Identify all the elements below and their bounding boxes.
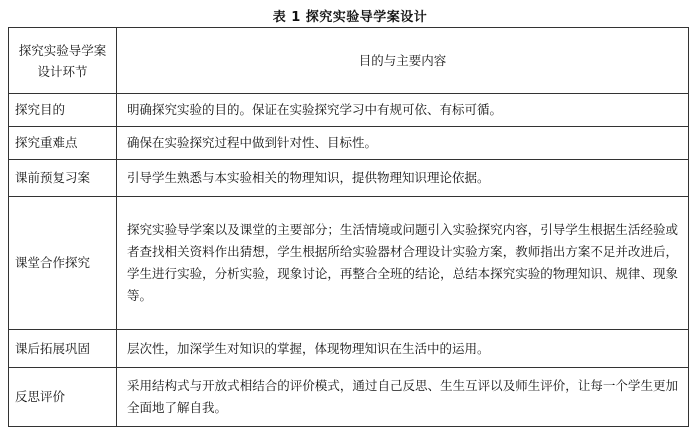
row-content-cell: 层次性，加深学生对知识的掌握，体现物理知识在生活中的运用。 bbox=[117, 330, 689, 368]
row-content-cell: 确保在实验探究过程中做到针对性、目标性。 bbox=[117, 127, 689, 160]
table-row bbox=[9, 368, 689, 427]
row-stage-cell: 课后拓展巩固 bbox=[9, 330, 117, 368]
table-row bbox=[9, 330, 689, 368]
table-header-row bbox=[9, 28, 689, 94]
inquiry-design-table bbox=[8, 27, 689, 427]
table-row bbox=[9, 197, 689, 330]
row-stage-cell: 课前预复习案 bbox=[9, 160, 117, 197]
header-content: 目的与主要内容 bbox=[117, 28, 689, 94]
row-stage-cell: 课堂合作探究 bbox=[9, 197, 117, 330]
table-row bbox=[9, 94, 689, 127]
table-row bbox=[9, 160, 689, 197]
row-stage-cell: 探究重难点 bbox=[9, 127, 117, 160]
row-content-cell: 引导学生熟悉与本实验相关的物理知识，提供物理知识理论依据。 bbox=[117, 160, 689, 197]
table-row bbox=[9, 127, 689, 160]
row-content-cell: 明确探究实验的目的。保证在实验探究学习中有规可依、有标可循。 bbox=[117, 94, 689, 127]
row-content-cell: 探究实验导学案以及课堂的主要部分；生活情境或问题引入实验探究内容，引导学生根据生活经验或者查找相关资料作出猜想，学生根据所给实验器材合理设计实验方案，教师指出方案不足并改进后，学生进行实验，分析实验，现象讨论，再整合全班的结论，总结本探究实验的物理知识、规律、现象等。 bbox=[117, 197, 689, 330]
row-content-cell: 采用结构式与开放式相结合的评价模式，通过自己反思、生生互评以及师生评价，让每一个学生更加全面地了解自我。 bbox=[117, 368, 689, 427]
row-stage-cell: 探究目的 bbox=[9, 94, 117, 127]
table-caption: 表 1 探究实验导学案设计 bbox=[272, 10, 428, 25]
header-stage: 探究实验导学案设计环节 bbox=[9, 28, 117, 94]
row-stage-cell: 反思评价 bbox=[9, 368, 117, 427]
